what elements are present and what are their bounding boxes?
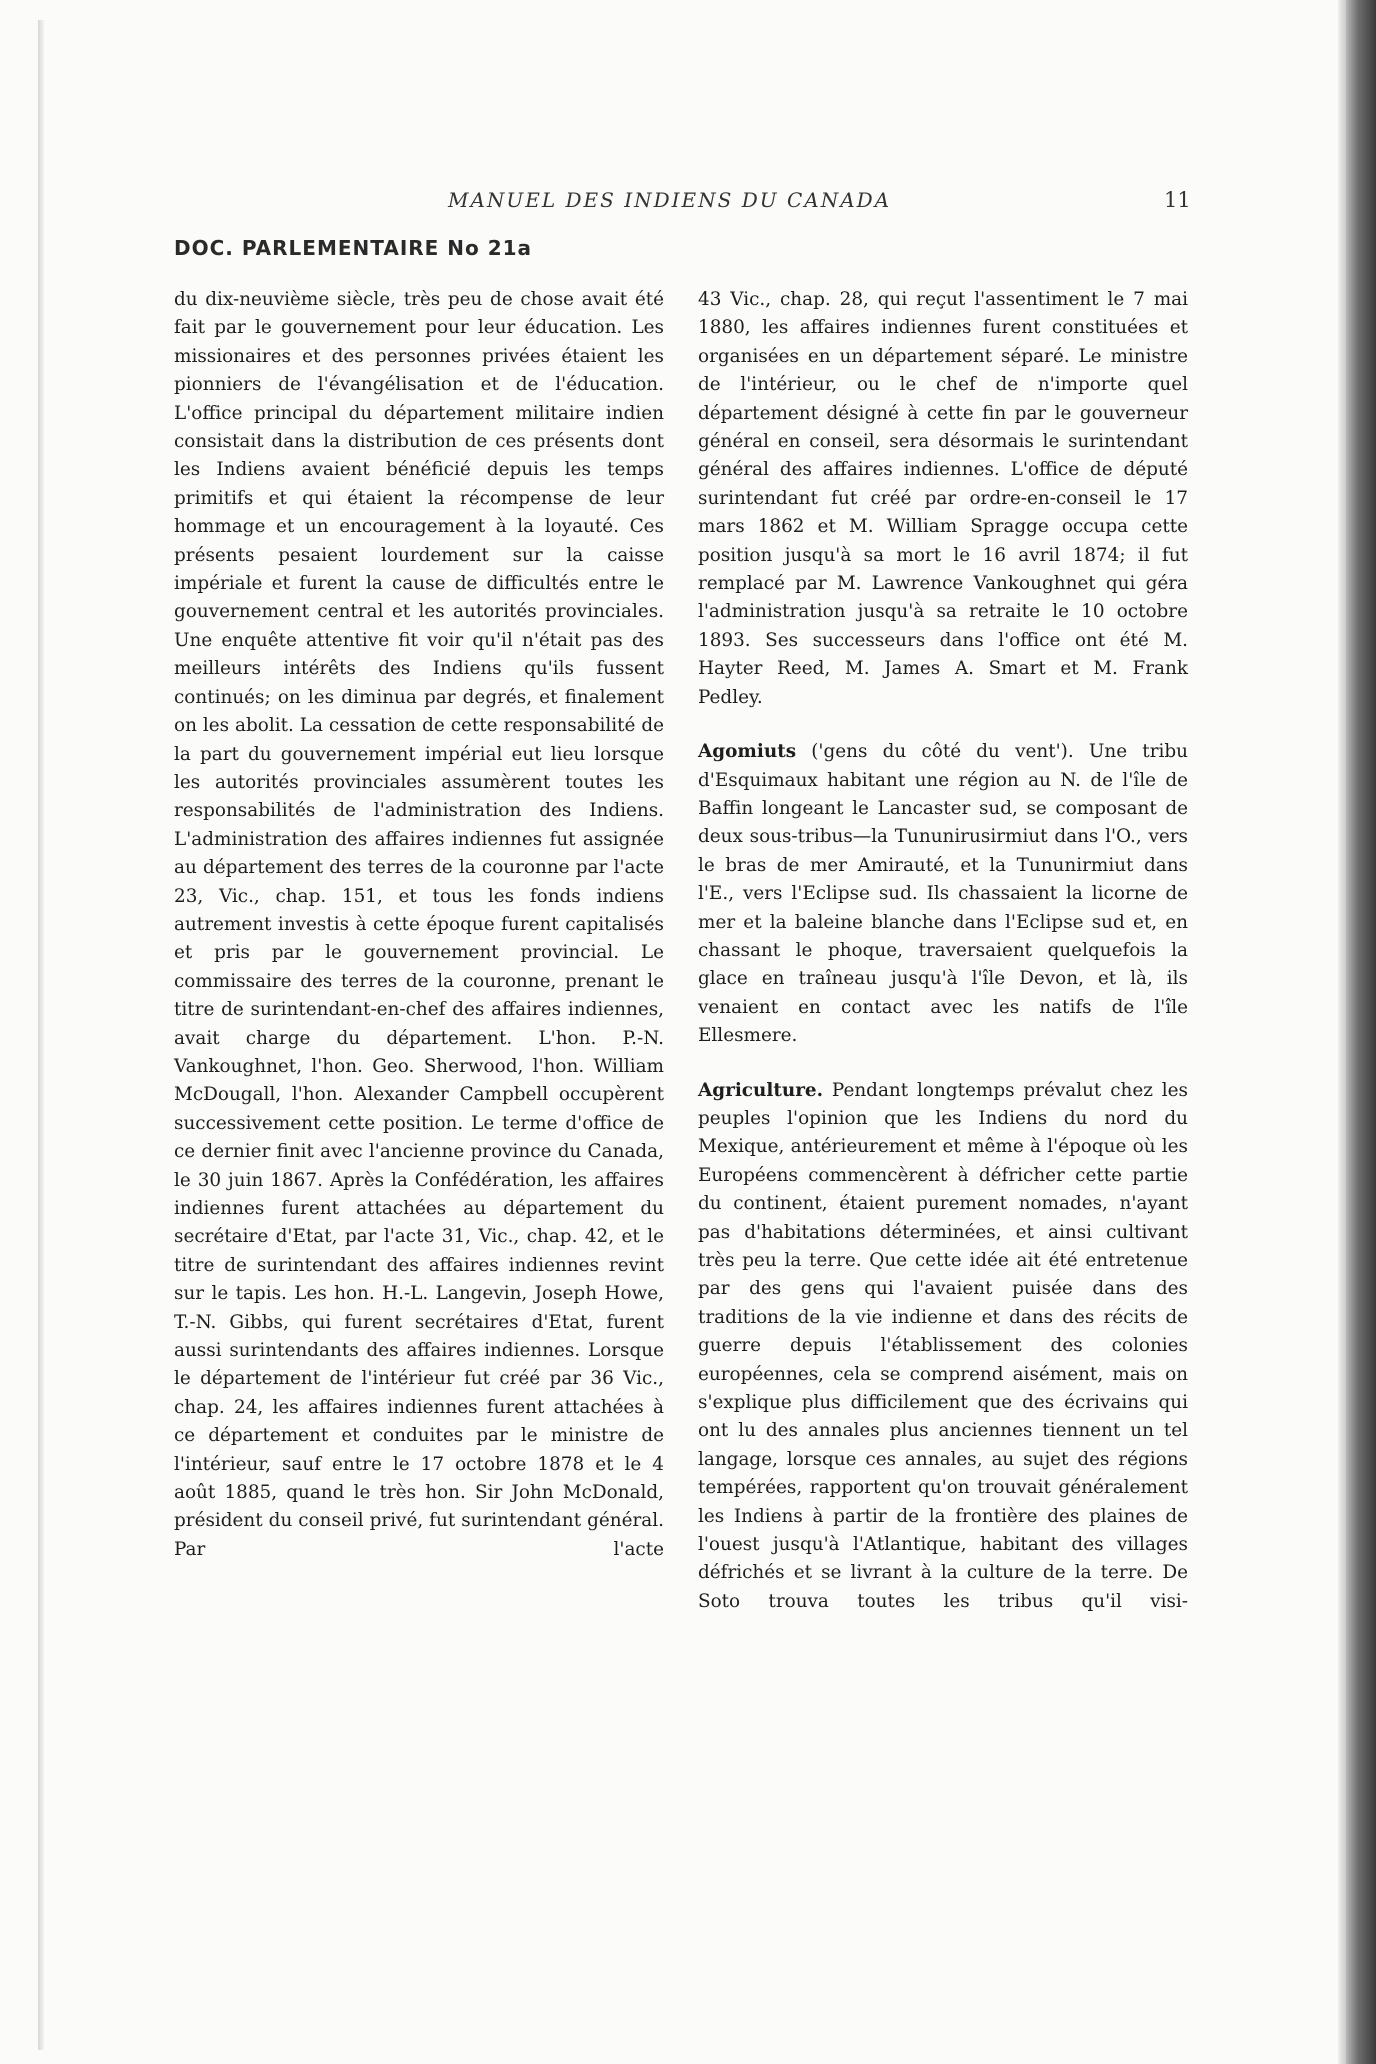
entry-term: Agriculture. xyxy=(698,1079,824,1101)
left-column xyxy=(174,286,664,1564)
right-column xyxy=(698,286,1188,1616)
left-column-text: du dix-neuvième siècle, très peu de chose avait été fait par le gouvernement pour leur éducation. Les missionaires et des personnes privées étaient les pionniers de l'évangélisation et de l'éducation. L'office principal du département militaire indien consistait dans la distribution de ces présents dont les Indiens avaient bénéficié depuis les temps primitifs et qui étaient la récompense de leur hommage et un encouragement à la loyauté. Ces présents pesaient lourdement sur la caisse impériale et furent la cause de difficultés entre le gouvernement central et les autorités provinciales. Une enquête attentive fit voir qu'il n'était pas des meilleurs intérêts des Indiens qu'ils fussent continués; on les diminua par degrés, et finalement on les abolit. La cessation de cette responsabilité de la part du gouvernement impérial eut lieu lorsque les autorités provinciales assumèrent toutes les responsabilités de l'administration des Indiens. L'administration des affaires indiennes fut assignée au département des terres de la couronne par l'acte 23, Vic., chap. 151, et tous les fonds indiens autrement investis à cette époque furent capitalisés et pris par le gouvernement provincial. Le commissaire des terres de la couronne, prenant le titre de surintendant-en-chef des affaires indiennes, avait charge du département. L'hon. P.-N. Vankoughnet, l'hon. Geo. Sherwood, l'hon. William McDougall, l'hon. Alexander Campbell occupèrent successivement cette position. Le terme d'office de ce dernier finit avec l'ancienne province du Canada, le 30 juin 1867. Après la Confédération, les affaires indiennes furent attachées au département du secrétaire d'Etat, par l'acte 31, Vic., chap. 42, et le titre de surintendant des affaires indiennes revint sur le tapis. Les hon. H.-L. Langevin, Joseph Howe, T.-N. Gibbs, qui furent secrétaires d'Etat, furent aussi surintendants des affaires indiennes. Lorsque le département de l'intérieur fut créé par 36 Vic., chap. 24, les affaires indiennes furent attachées à ce département et conduites par le ministre de l'intérieur, sauf entre le 17 octobre 1878 et le 4 août 1885, quand le très hon. Sir John McDonald, président du conseil privé, fut surintendant général. Par l'acte xyxy=(174,289,664,1560)
entry-agomiuts xyxy=(698,738,1188,1050)
running-title: MANUEL DES INDIENS DU CANADA xyxy=(448,188,892,212)
entry-agriculture xyxy=(698,1077,1188,1617)
document-label: DOC. PARLEMENTAIRE No 21a xyxy=(174,236,533,260)
entry-text: Pendant longtemps prévalut chez les peuples l'opinion que les Indiens du nord du Mexique, antérieurement et même à l'époque où les Européens commencèrent à défricher cette partie du continent, étaient purement nomades, n'ayant pas d'habitations déterminées, et ainsi cultivant très peu la terre. Que cette idée ait été entretenue par des gens qui l'avaient puisée dans des traditions de la vie indienne et dans des récits de guerre depuis l'établissement des colonies européennes, cela se comprend aisément, mais on s'explique plus difficilement que des écrivains qui ont lu des annales plus anciennes tiennent un tel langage, lorsque ces annales, au sujet des régions tempérées, rapportent qu'on trouvait généralement les Indiens à partir de la frontière des plaines de l'ouest jusqu'à l'Atlantique, habitant des villages défrichés et se livrant à la culture de la terre. De Soto trouva toutes les tribus qu'il visi- xyxy=(698,1079,1188,1612)
entry-term: Agomiuts xyxy=(698,741,797,763)
page-number: 11 xyxy=(1164,188,1191,212)
entry-text: ('gens du côté du vent'). Une tribu d'Esquimaux habitant une région au N. de l'île de Baffin longeant le Lancaster sud, se composant de deux sous-tribus—la Tununirusirmiut dans l'O., vers le bras de mer Amirauté, et la Tununirmiut dans l'E., vers l'Eclipse sud. Ils chassaient la licorne de mer et la baleine blanche dans l'Eclipse sud et, en chassant le phoque, traversaient quelquefois la glace en traîneau jusqu'à l'île Devon, et là, ils venaient en contact avec les natifs de l'île Ellesmere. xyxy=(698,741,1188,1047)
right-column-continuation: 43 Vic., chap. 28, qui reçut l'assentiment le 7 mai 1880, les affaires indiennes furent constituées et organisées en un département séparé. Le ministre de l'intérieur, ou le chef de n'importe quel département désigné à cette fin par le gouverneur général en conseil, sera désormais le surintendant général des affaires indiennes. L'office de député surintendant fut créé par ordre-en-conseil le 17 mars 1862 et M. William Spragge occupa cette position jusqu'à sa mort le 16 avril 1874; il fut remplacé par M. Lawrence Vankoughnet qui géra l'administration jusqu'à sa retraite le 10 octobre 1893. Ses successeurs dans l'office ont été M. Hayter Reed, M. James A. Smart et M. Frank Pedley. xyxy=(698,289,1188,708)
page-left-edge xyxy=(38,20,44,2050)
page-right-edge-shadow xyxy=(1338,0,1346,2064)
book-spine-edge xyxy=(1346,0,1376,2064)
